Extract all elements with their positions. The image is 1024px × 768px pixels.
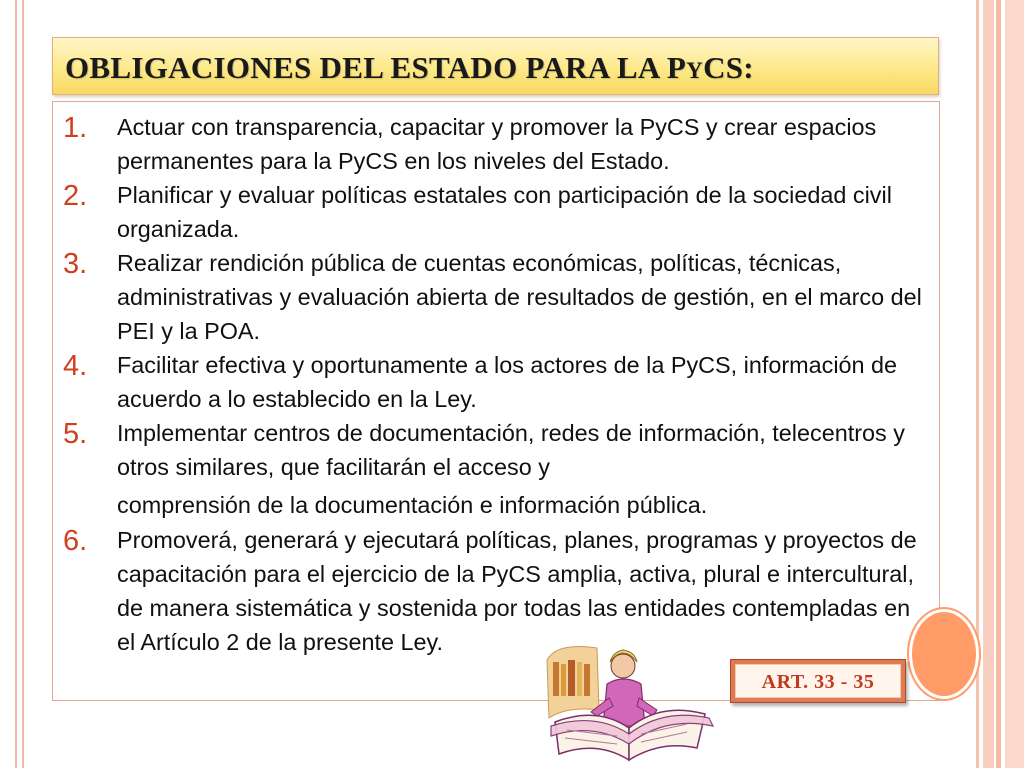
item-number: 6.	[63, 525, 88, 557]
article-badge	[730, 659, 906, 703]
item-number: 3.	[63, 248, 88, 280]
obligations-list	[63, 110, 925, 659]
list-item	[63, 523, 925, 659]
reading-woman-icon	[537, 640, 717, 766]
left-accent-line	[22, 0, 24, 768]
item-text: Promoverá, generará y ejecutará políticas, planes, programas y proyectos de capacitación para el ejercicio de la PyCS amplia, activa, plural e intercultural, de manera sistemática y sostenida por todas las entidades contempladas en el Artículo 2 de la presente Ley.	[117, 527, 917, 655]
item-number: 1.	[63, 112, 88, 144]
right-stripe	[983, 0, 994, 768]
article-badge-label: ART. 33 - 35	[735, 664, 901, 698]
item-text: Implementar centros de documentación, redes de información, telecentros y otros similares, que facilitarán el acceso y	[117, 420, 905, 480]
item-text-continued: comprensión de la documentación e información pública.	[117, 492, 708, 518]
item-text: Realizar rendición pública de cuentas económicas, políticas, técnicas, administrativas y evaluación abierta de resultados de gestión, en el marco del PEI y la POA.	[117, 250, 922, 344]
list-item	[63, 110, 925, 178]
right-stripe	[976, 0, 979, 768]
list-item	[63, 348, 925, 416]
item-text: Planificar y evaluar políticas estatales con participación de la sociedad civil organizada.	[117, 182, 892, 242]
left-accent-line	[15, 0, 17, 768]
list-item	[63, 178, 925, 246]
item-number: 2.	[63, 180, 88, 212]
right-stripe	[996, 0, 1001, 768]
page-title: OBLIGACIONES DEL ESTADO PARA LA PYCS:	[65, 50, 754, 85]
right-stripe	[1005, 0, 1024, 768]
item-text: Actuar con transparencia, capacitar y promover la PyCS y crear espacios permanentes para la PyCS en los niveles del Estado.	[117, 114, 877, 174]
content-box	[52, 101, 940, 701]
item-number: 5.	[63, 418, 88, 450]
decorative-circle	[912, 612, 976, 696]
item-number: 4.	[63, 350, 88, 382]
list-item	[63, 246, 925, 348]
title-box	[52, 37, 939, 95]
item-text: Facilitar efectiva y oportunamente a los actores de la PyCS, información de acuerdo a lo establecido en la Ley.	[117, 352, 898, 412]
list-item	[63, 416, 925, 523]
